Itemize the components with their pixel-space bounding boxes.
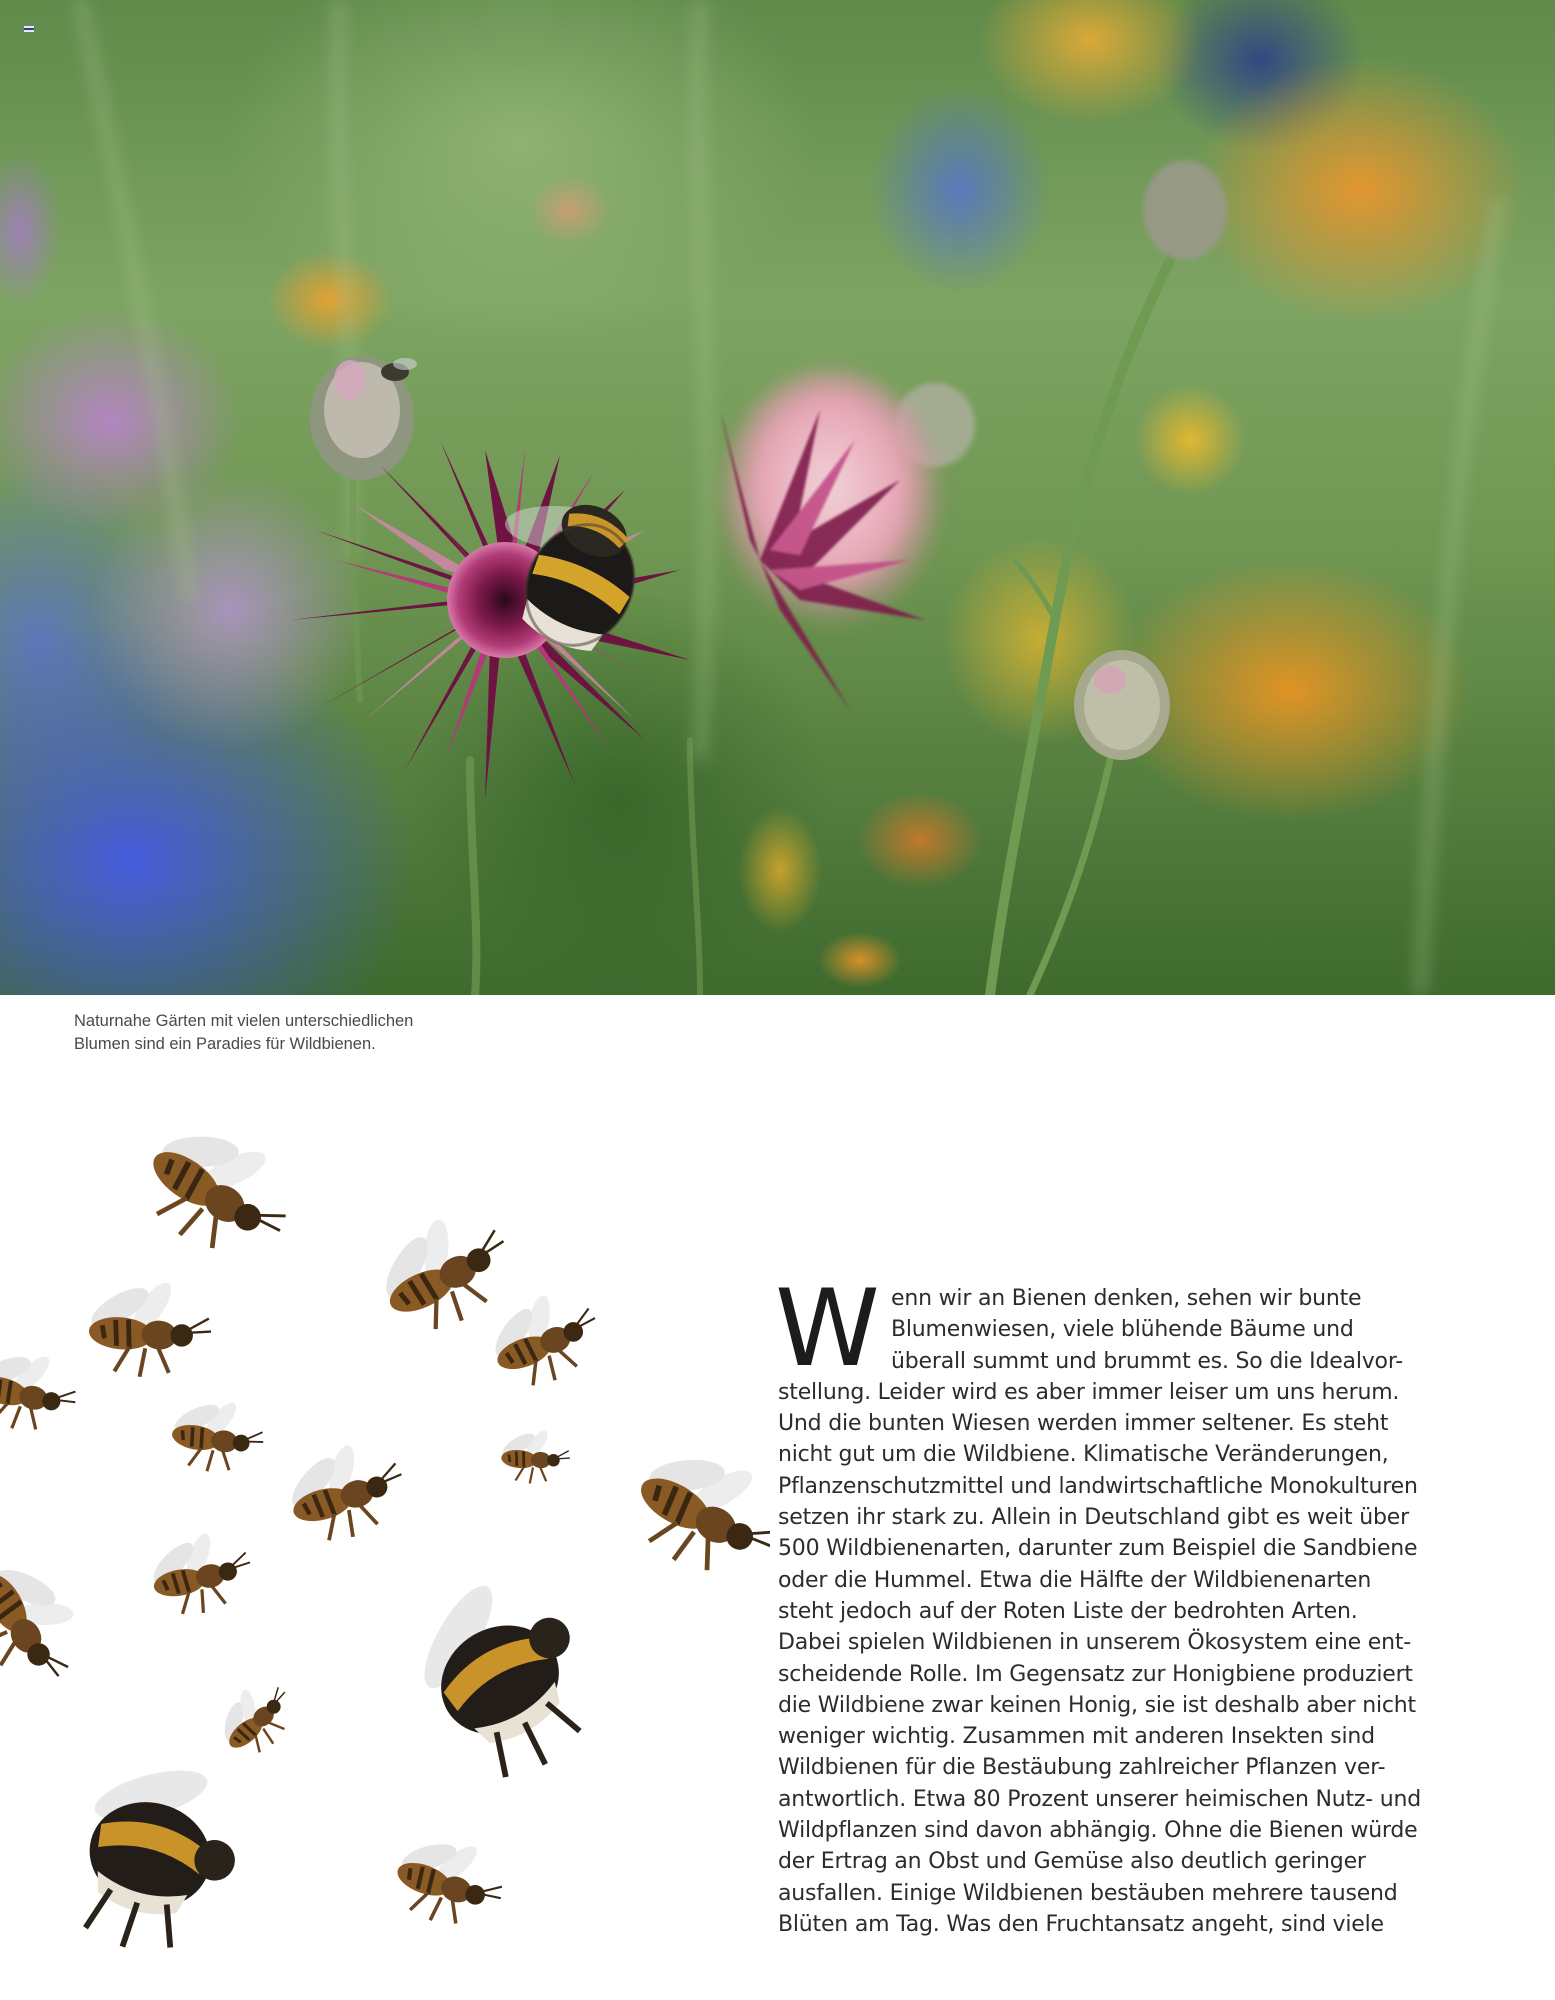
article-line: Wildbienen für die Bestäubung zahlreicher Pflanzen ver- bbox=[778, 1755, 1386, 1781]
article-line: die Wildbiene zwar keinen Honig, sie ist deshalb aber nicht bbox=[778, 1692, 1416, 1718]
caption-line: Naturnahe Gärten mit vielen unterschiedlichen bbox=[74, 1012, 414, 1030]
article-line: scheidende Rolle. Im Gegensatz zur Honigbiene produziert bbox=[778, 1661, 1413, 1687]
article-line: 500 Wildbienenarten, darunter zum Beispiel die Sandbiene bbox=[778, 1536, 1418, 1562]
flag-icon bbox=[24, 26, 34, 32]
article-line: antwortlich. Etwa 80 Prozent unserer heimischen Nutz- und bbox=[778, 1786, 1422, 1812]
article-line: Pflanzenschutzmittel und landwirtschaftliche Monokulturen bbox=[778, 1473, 1418, 1499]
hero-photo bbox=[0, 0, 1555, 995]
image-caption bbox=[74, 1010, 594, 1056]
article-line: der Ertrag an Obst und Gemüse also deutlich geringer bbox=[778, 1849, 1366, 1875]
article-line: setzen ihr stark zu. Allein in Deutschland gibt es weit über bbox=[778, 1505, 1409, 1531]
article-line: stellung. Leider wird es aber immer leiser um uns herum. bbox=[778, 1379, 1400, 1405]
drop-cap: W bbox=[775, 1267, 876, 1390]
article-line: ausfallen. Einige Wildbienen bestäuben mehrere tausend bbox=[778, 1880, 1398, 1906]
article-line: Blüten am Tag. Was den Fruchtansatz angeht, sind viele bbox=[778, 1911, 1384, 1937]
article-line: nicht gut um die Wildbiene. Klimatische Veränderungen, bbox=[778, 1442, 1389, 1468]
bee-swarm-illustration bbox=[0, 1110, 770, 2000]
article-line: Blumenwiesen, viele blühende Bäume und bbox=[891, 1317, 1354, 1343]
article-body bbox=[775, 1267, 1422, 1940]
flower-meadow-illustration bbox=[0, 0, 1555, 995]
article-line: oder die Hummel. Etwa die Hälfte der Wildbienenarten bbox=[778, 1567, 1372, 1593]
article-line: enn wir an Bienen denken, sehen wir bunte bbox=[891, 1286, 1362, 1311]
caption-line: Blumen sind ein Paradies für Wildbienen. bbox=[74, 1035, 376, 1053]
article-line: überall summt und brummt es. So die Idealvor- bbox=[891, 1348, 1403, 1374]
article-line: Und die bunten Wiesen werden immer seltener. Es steht bbox=[778, 1411, 1389, 1437]
article-line: Dabei spielen Wildbienen in unserem Ökosystem eine ent- bbox=[778, 1630, 1412, 1656]
article-line: Wildpflanzen sind davon abhängig. Ohne die Bienen würde bbox=[778, 1818, 1418, 1844]
article-line: steht jedoch auf der Roten Liste der bedrohten Arten. bbox=[778, 1598, 1358, 1624]
article-line: weniger wichtig. Zusammen mit anderen Insekten sind bbox=[778, 1724, 1375, 1750]
